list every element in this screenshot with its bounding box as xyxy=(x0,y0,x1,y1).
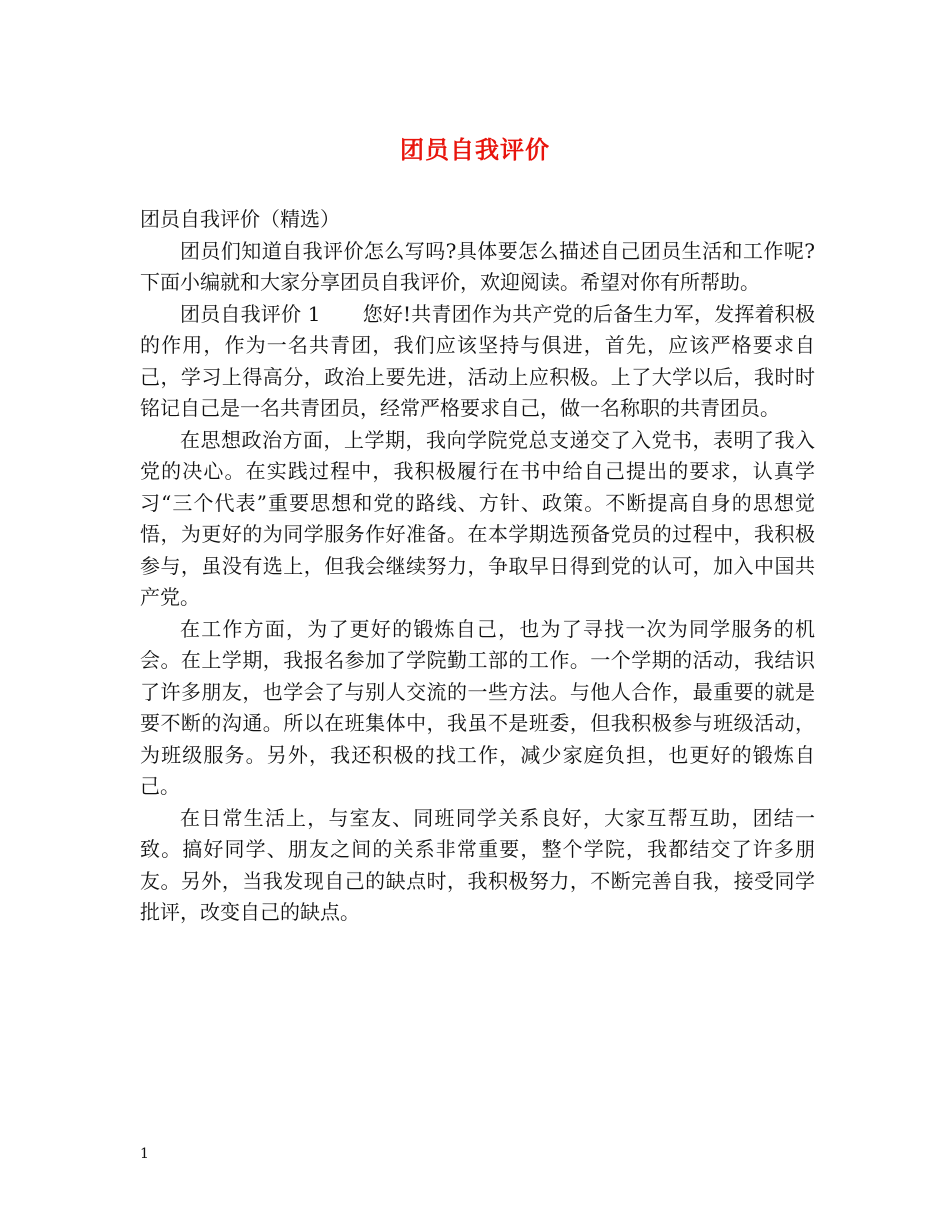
document-title: 团员自我评价 xyxy=(400,135,550,164)
body-paragraph-political: 在思想政治方面，上学期，我向学院党总支递交了入党书，表明了我入党的决心。在实践过程中，我积极履行在书中给自己提出的要求，认真学习“三个代表”重要思想和党的路线、方针、政策。不断提高自身的思想觉悟，为更好的为同学服务作好准备。在本学期选预备党员的过程中，我积极参与，虽没有选上，但我会继续努力，争取早日得到党的认可，加入中国共产党。 xyxy=(140,427,815,609)
document-subtitle: 团员自我评价（精选） xyxy=(140,207,340,231)
page-number: 1 xyxy=(140,1146,149,1162)
body-paragraph-daily-life: 在日常生活上，与室友、同班同学关系良好，大家互帮互助，团结一致。搞好同学、朋友之间的关系非常重要，整个学院，我都结交了许多朋友。另外，当我发现自己的缺点时，我积极努力，不断完善自我，接受同学批评，改变自己的缺点。 xyxy=(140,805,815,924)
section-label: 团员自我评价 1 xyxy=(180,301,321,326)
intro-paragraph: 团员们知道自我评价怎么写吗?具体要怎么描述自己团员生活和工作呢?下面小编就和大家分享团员自我评价，欢迎阅读。希望对你有所帮助。 xyxy=(140,238,815,294)
document-body xyxy=(140,204,815,929)
body-paragraph-work: 在工作方面，为了更好的锻炼自己，也为了寻找一次为同学服务的机会。在上学期，我报名参加了学院勤工部的工作。一个学期的活动，我结识了许多朋友，也学会了与别人交流的一些方法。与他人合作，最重要的就是要不断的沟通。所以在班集体中，我虽不是班委，但我积极参与班级活动，为班级服务。另外，我还积极的找工作，减少家庭负担，也更好的锻炼自己。 xyxy=(140,616,815,798)
section-text: 您好!共青团作为共产党的后备生力军，发挥着积极的作用，作为一名共青团，我们应该坚持与俱进，首先，应该严格要求自己，学习上得高分，政治上要先进，活动上应积极。上了大学以后，我时时铭记自己是一名共青团员，经常严格要求自己，做一名称职的共青团员。 xyxy=(140,301,815,420)
section-paragraph xyxy=(140,299,815,425)
